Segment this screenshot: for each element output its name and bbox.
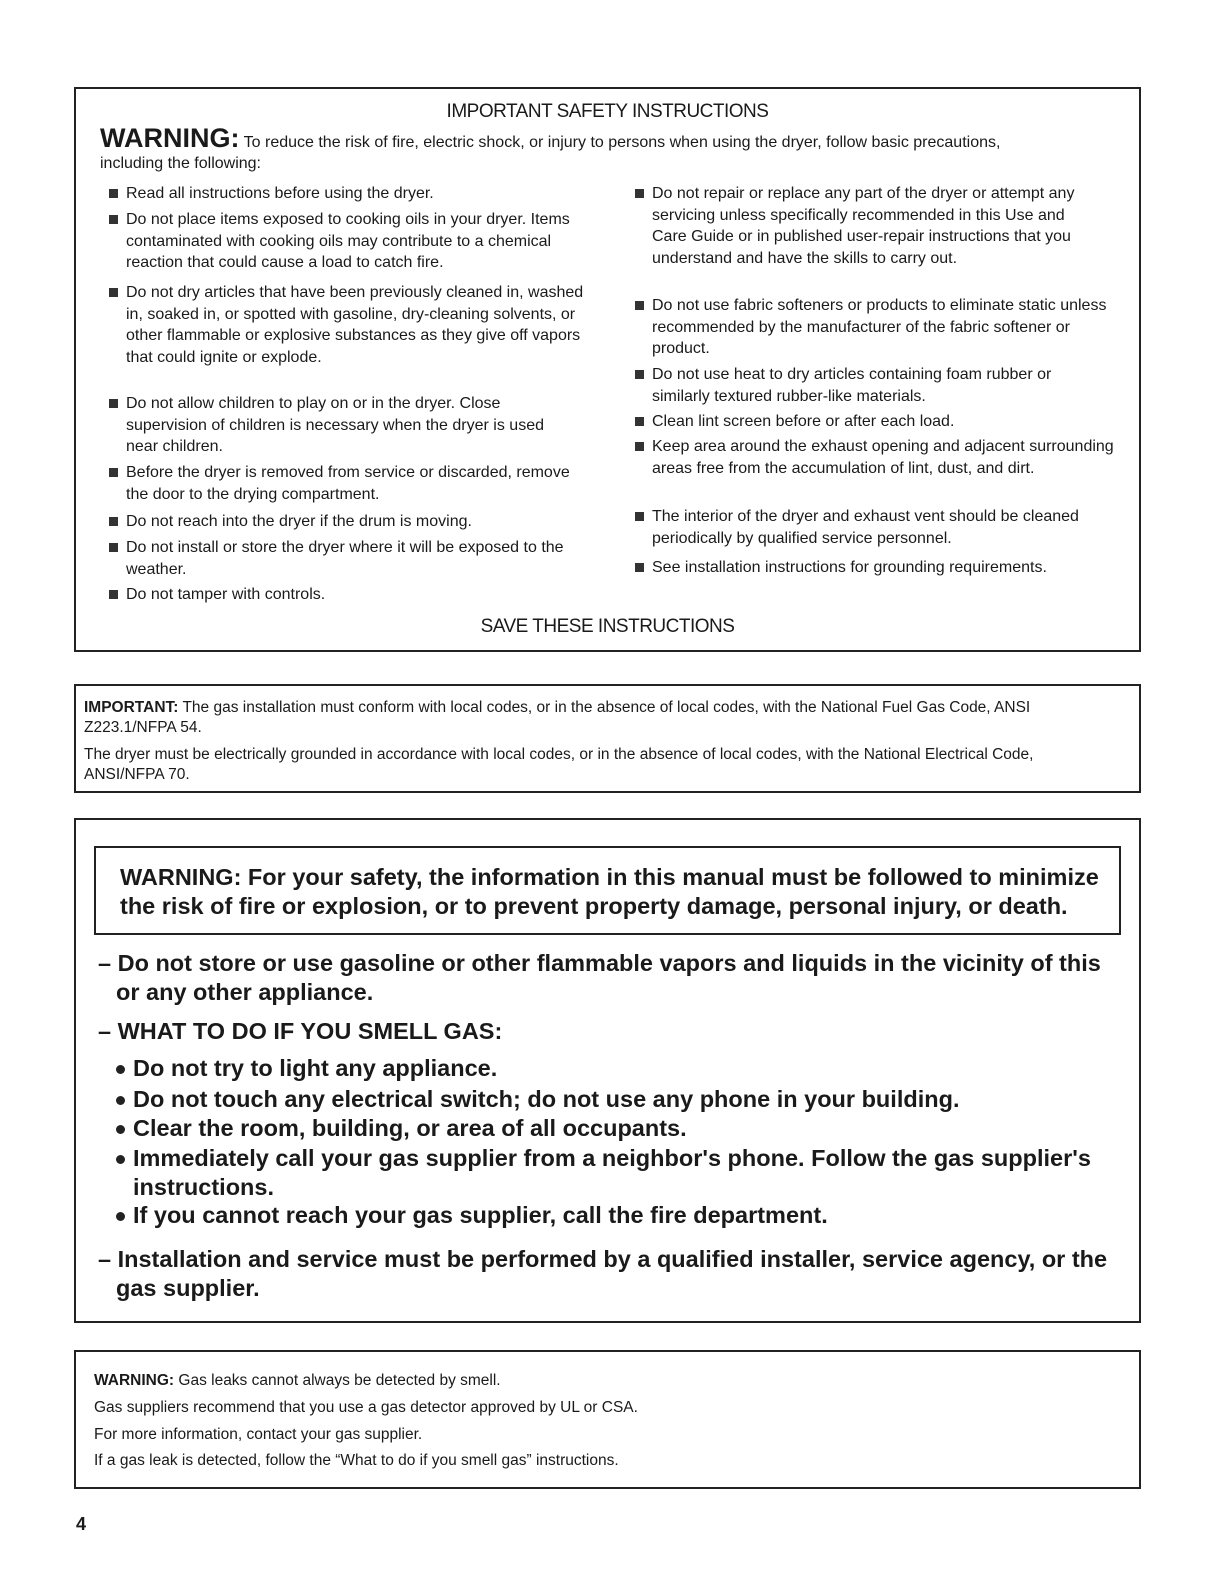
important-box [74, 684, 1141, 793]
important-electrical-text: The dryer must be electrically grounded in accordance with local codes, or in the absence of local codes, with the National Electrical Code, ANSI/NFPA 70. [84, 746, 1034, 783]
list-item: Do not tamper with controls. [126, 584, 596, 606]
list-item: Before the dryer is removed from service or discarded, remove the door to the drying compartment. [126, 462, 576, 505]
gas-bullet: If you cannot reach your gas supplier, call the fire department. [133, 1201, 828, 1230]
warning-text: To reduce the risk of fire, electric shock, or injury to persons when using the dryer, follow basic precautions, [243, 134, 1001, 151]
gas-bullet: Do not try to light any appliance. [133, 1054, 497, 1083]
warning-text-continued: including the following: [100, 155, 261, 172]
list-item: See installation instructions for grounding requirements. [652, 557, 1122, 579]
list-item: Do not place items exposed to cooking oils in your dryer. Items contaminated with cooking oils may contribute to a chemical reaction that could cause a load to catch fire. [126, 209, 596, 274]
leak-line-2: Gas suppliers recommend that you use a gas detector approved by UL or CSA. [94, 1399, 638, 1416]
gas-leak-warning-box [74, 1350, 1141, 1489]
list-item: Do not use heat to dry articles containing foam rubber or similarly textured rubber-like materials. [652, 364, 1112, 407]
list-item: Keep area around the exhaust opening and adjacent surrounding areas free from the accumulation of lint, dust, and dirt. [652, 436, 1122, 479]
gas-item-smell-gas: – WHAT TO DO IF YOU SMELL GAS: [98, 1018, 503, 1044]
list-item: Do not install or store the dryer where it will be exposed to the weather. [126, 537, 586, 580]
warning-label: WARNING: [100, 123, 240, 153]
safety-instructions-box [74, 87, 1141, 652]
list-item: The interior of the dryer and exhaust vent should be cleaned periodically by qualified service personnel. [652, 506, 1082, 549]
leak-line-4: If a gas leak is detected, follow the “What to do if you smell gas” instructions. [94, 1452, 619, 1469]
safety-title: IMPORTANT SAFETY INSTRUCTIONS [446, 101, 769, 122]
gas-warning-box [74, 818, 1141, 1323]
list-item: Do not dry articles that have been previously cleaned in, washed in, soaked in, or spotted with gasoline, dry-cleaning solvents, or other flammable or explosive substances as they give off vapors that could ignite or explode. [126, 282, 586, 368]
important-gas-text: IMPORTANT: The gas installation must conform with local codes, or in the absence of local codes, with the National Fuel Gas Code, ANSI Z223.1/NFPA 54. [84, 699, 1031, 736]
warning-intro [100, 123, 1130, 154]
list-item: Clean lint screen before or after each load. [652, 411, 1122, 433]
list-item: Do not reach into the dryer if the drum is moving. [126, 511, 596, 533]
leak-line-3: For more information, contact your gas supplier. [94, 1426, 423, 1443]
save-instructions-footer: SAVE THESE INSTRUCTIONS [480, 616, 735, 637]
leak-line-1: WARNING: Gas leaks cannot always be detected by smell. [94, 1372, 501, 1389]
list-item: Do not use fabric softeners or products to eliminate static unless recommended by the manufacturer of the fabric softener or product. [652, 295, 1122, 360]
gas-item-installation: – Installation and service must be performed by a qualified installer, service agency, or the gas supplier. [98, 1246, 1108, 1301]
gas-warning-headline: WARNING: For your safety, the information in this manual must be followed to minimize the risk of fire or explosion, or to prevent property damage, personal injury, or death. [120, 864, 1099, 919]
gas-item-no-gasoline: – Do not store or use gasoline or other flammable vapors and liquids in the vicinity of this or any other appliance. [98, 950, 1101, 1005]
list-item: Do not repair or replace any part of the dryer or attempt any servicing unless specifically recommended in this Use and Care Guide or in published user-repair instructions that you understand and have the skills to carry out. [652, 183, 1102, 269]
gas-bullet: Immediately call your gas supplier from a neighbor's phone. Follow the gas supplier's instructions. [133, 1144, 1113, 1202]
list-item: Do not allow children to play on or in the dryer. Close supervision of children is necessary when the dryer is used near children. [126, 393, 566, 458]
page-number: 4 [76, 1514, 87, 1534]
gas-bullet: Do not touch any electrical switch; do not use any phone in your building. [133, 1085, 959, 1114]
gas-warning-headline-box [94, 846, 1121, 935]
gas-bullet: Clear the room, building, or area of all occupants. [133, 1114, 687, 1143]
list-item: Read all instructions before using the dryer. [126, 183, 596, 205]
